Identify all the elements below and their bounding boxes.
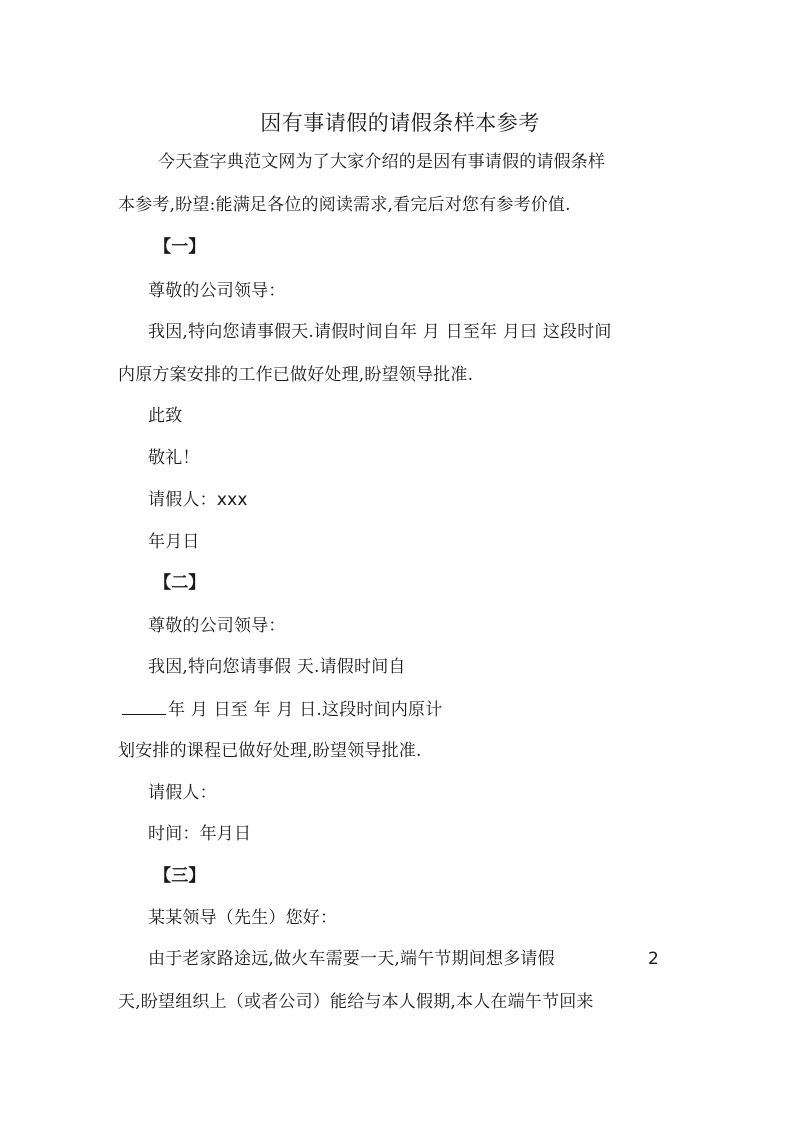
section-1-salutation: 尊敬的公司领导： [148,281,286,301]
section-1-date: 年月日 [148,532,200,552]
section-2-body-line-2-text: 年 月 日至 年 月 日.这段时间内原计 [168,700,443,720]
section-2-body-line-2 [122,698,442,721]
section-2-body-line-1: 我因,特向您请事假 天.请假时间自 [148,657,406,677]
section-1-signer [148,489,248,511]
section-2-signer: 请假人： [148,783,217,803]
intro-line-1: 今天查字典范文网为了大家介绍的是因有事请假的请假条样 [158,152,606,172]
section-3-body-line-2: 天,盼望组织上（或者公司）能给与本人假期,本人在端午节回来 [118,992,594,1012]
section-3-salutation: 某某领导（先生）您好： [148,908,338,928]
section-2-date: 时间：年月日 [148,824,252,844]
blank-underline [122,698,166,715]
section-2-salutation: 尊敬的公司领导： [148,616,286,636]
section-2-heading: 【二】 [154,573,206,593]
section-1-closing-2: 敬礼！ [148,448,200,468]
section-1-heading: 【一】 [154,237,206,257]
section-1-signer-name: xxx [216,490,248,510]
section-1-body-line-1: 我因,特向您请事假天.请假时间自年 月 日至年 月曰 这段时间 [148,322,612,342]
section-3-body-line-1: 由于老家路途远,做火车需要一天,端午节期间想多请假 [148,949,555,969]
document-title: 因有事请假的请假条样本参考 [260,111,540,135]
section-2-body-line-3: 划安排的课程已做好处理,盼望领导批准. [118,741,422,761]
section-1-body-line-2: 内原方案安排的工作已做好处理,盼望领导批准. [118,365,474,385]
section-1-signer-label: 请假人： [148,490,217,510]
section-3-heading: 【三】 [154,866,206,886]
page-number: 2 [648,949,659,969]
section-1-closing-1: 此致 [148,406,183,426]
intro-line-2: 本参考,盼望:能满足各位的阅读需求,看完后对您有参考价值. [118,195,571,215]
